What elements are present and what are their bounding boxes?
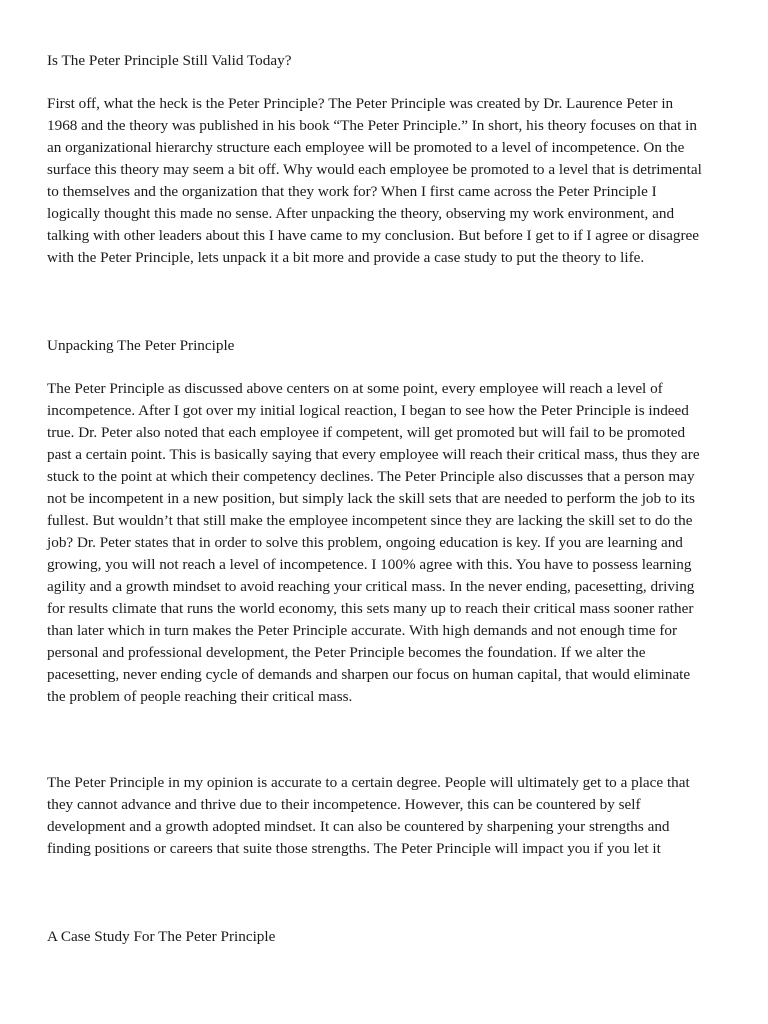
text-line: finding positions or careers that suite those strengths. The Peter Principle will impact you if you let it [47,840,661,857]
text-line: job? Dr. Peter states that in order to solve this problem, ongoing education is key. If you are learning and [47,534,683,551]
text-line: true. Dr. Peter also noted that each employee if competent, will get promoted but will fail to be promoted [47,424,686,441]
text-line: growing, you will not reach a level of incompetence. I 100% agree with this. You have to possess learning [47,556,692,573]
text-line: an organizational hierarchy structure each employee will be promoted to a level of incompetence. On the [47,139,685,156]
text-line: than later which in turn makes the Peter Principle accurate. With high demands and not enough time for [47,622,678,639]
text-line: development and a growth adopted mindset. It can also be countered by sharpening your strengths and [47,818,670,835]
text-line: for results climate that runs the world economy, this sets many up to reach their critical mass sooner rather [47,600,694,617]
text-line: pacesetting, never ending cycle of demands and sharpen our focus on human capital, that would eliminate [47,666,691,683]
section-heading: Unpacking The Peter Principle [47,337,235,354]
document-title: Is The Peter Principle Still Valid Today? [47,52,292,69]
text-line: surface this theory may seem a bit off. Why would each employee be promoted to a level that is detrimental [47,161,702,178]
text-line: to themselves and the organization that they work for? When I first came across the Peter Principle I [47,183,657,200]
text-line: fullest. But wouldn’t that still make the employee incompetent since they are lacking the skill set to do the [47,512,693,529]
text-line: the problem of people reaching their critical mass. [47,688,353,705]
text-line: 1968 and the theory was published in his book “The Peter Principle.” In short, his theory focuses on that in [47,117,697,134]
text-line: personal and professional development, the Peter Principle becomes the foundation. If we alter the [47,644,646,661]
text-line: with the Peter Principle, lets unpack it a bit more and provide a case study to put the theory to life. [47,249,645,266]
text-line: agility and a growth mindset to avoid reaching your critical mass. In the never ending, pacesetting, driving [47,578,695,595]
text-line: The Peter Principle as discussed above centers on at some point, every employee will reach a level of [47,380,663,397]
text-line: they cannot advance and thrive due to their incompetence. However, this can be countered by self [47,796,641,813]
text-line: logically thought this made no sense. After unpacking the theory, observing my work environment, and [47,205,675,222]
text-line: talking with other leaders about this I have came to my conclusion. But before I get to if I agree or disagree [47,227,700,244]
section-heading: A Case Study For The Peter Principle [47,928,276,945]
text-line: The Peter Principle in my opinion is accurate to a certain degree. People will ultimately get to a place that [47,774,690,791]
text-line: incompetence. After I got over my initial logical reaction, I began to see how the Peter Principle is indeed [47,402,689,419]
text-line: stuck to the point at which their competency declines. The Peter Principle also discusses that a person may [47,468,695,485]
text-line: First off, what the heck is the Peter Principle? The Peter Principle was created by Dr. Laurence Peter in [47,95,674,112]
text-line: past a certain point. This is basically saying that every employee will reach their critical mass, thus they are [47,446,700,463]
text-line: not be incompetent in a new position, but simply lack the skill sets that are needed to perform the job to its [47,490,695,507]
